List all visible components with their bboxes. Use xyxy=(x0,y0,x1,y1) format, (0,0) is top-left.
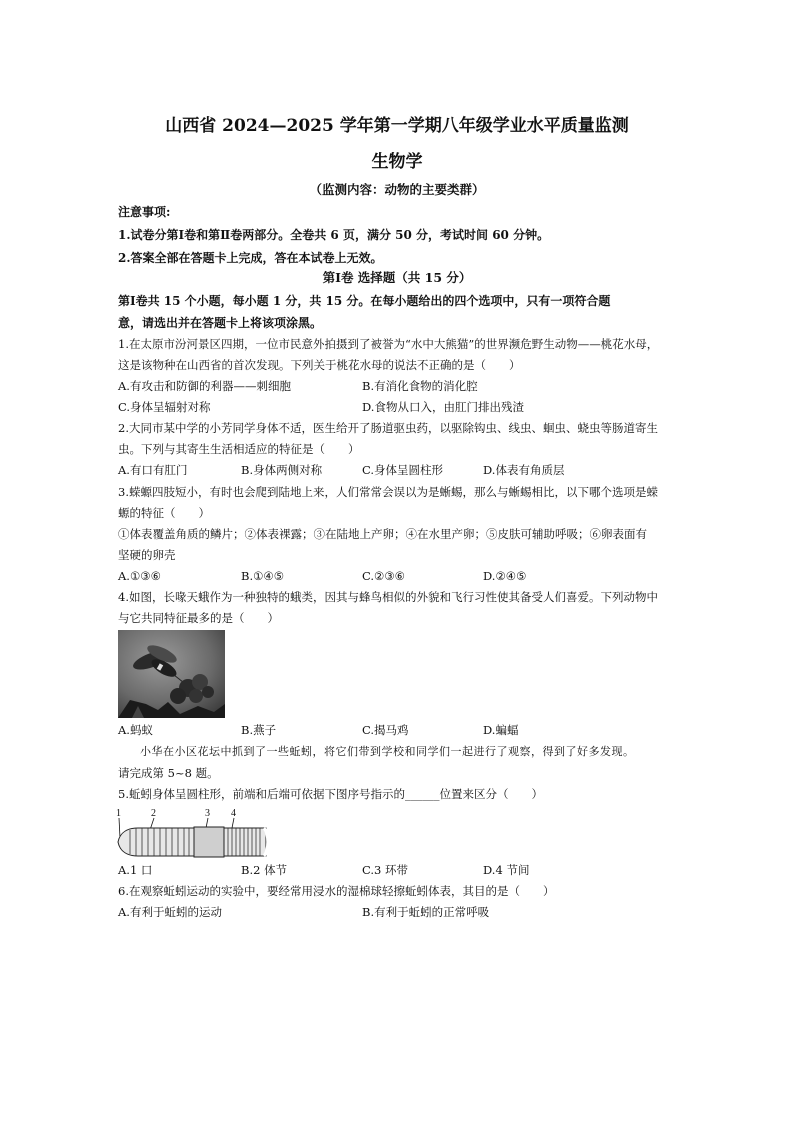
q3-option-c: C.②③⑥ xyxy=(362,569,405,583)
q3-stem-line1: 3.蝾螈四肢短小，有时也会爬到陆地上来，人们常常会误以为是蜥蜴，那么与蜥蜴相比，以下哪个选项是蝾 xyxy=(118,485,658,499)
notice-item-2: 2.答案全部在答题卡上完成，答在本试卷上无效。 xyxy=(118,251,383,265)
q1-option-b: B.有消化食物的消化腔 xyxy=(362,379,478,393)
q2-option-b: B.身体两侧对称 xyxy=(241,463,323,477)
exam-subject: 生物学 xyxy=(371,152,423,172)
diagram-label-4: 4 xyxy=(231,808,236,819)
q3-stem-line2: 螈的特征（ ） xyxy=(118,506,210,520)
q5-option-c: C.3 环带 xyxy=(362,863,409,877)
q1-stem-line1: 1.在太原市汾河景区四期，一位市民意外拍摄到了被誉为“水中大熊猫”的世界濒危野生动物——桃花水母， xyxy=(118,337,659,351)
q3-option-b: B.①④⑤ xyxy=(241,569,285,583)
q2-stem-line1: 2.大同市某中学的小芳同学身体不适，医生给开了肠道驱虫药，以驱除钩虫、线虫、蛔虫、蛲虫等肠道寄生 xyxy=(118,421,658,435)
q4-option-a: A.蚂蚁 xyxy=(118,723,153,737)
q6-option-a: A.有利于蚯蚓的运动 xyxy=(118,905,222,919)
q4-option-c: C.揭马鸡 xyxy=(362,723,409,737)
exam-scope: （监测内容：动物的主要类群） xyxy=(309,182,485,197)
section-instruction-line1: 第Ⅰ卷共 15 个小题，每小题 1 分，共 15 分。在每小题给出的四个选项中，只有一项符合题 xyxy=(118,294,611,308)
q2-option-d: D.体表有角质层 xyxy=(483,463,565,477)
q4-stem-line1: 4.如图，长喙天蛾作为一种独特的蛾类，因其与蜂鸟相似的外貌和飞行习性使其备受人们喜爱。下列动物中 xyxy=(118,590,658,604)
notice-heading: 注意事项: xyxy=(118,205,171,219)
q3-option-d: D.②④⑤ xyxy=(483,569,527,583)
q5-option-a: A.1 口 xyxy=(118,863,153,877)
q1-option-c: C.身体呈辐射对称 xyxy=(118,400,211,414)
hawk-moth-photo xyxy=(118,630,225,718)
q1-option-a: A.有攻击和防御的利器——刺细胞 xyxy=(118,379,291,393)
earthworm-diagram xyxy=(114,806,272,858)
diagram-label-3: 3 xyxy=(205,808,210,819)
q3-stem-line3: ①体表覆盖角质的鳞片；②体表裸露；③在陆地上产卵；④在水里产卵；⑤皮肤可辅助呼吸；⑥卵表面有 xyxy=(118,527,647,541)
diagram-label-1: 1 xyxy=(116,808,121,819)
section-instruction-line2: 意，请选出并在答题卡上将该项涂黑。 xyxy=(118,316,323,330)
q5-option-b: B.2 体节 xyxy=(241,863,288,877)
q2-option-c: C.身体呈圆柱形 xyxy=(362,463,444,477)
diagram-label-2: 2 xyxy=(151,808,156,819)
q5-stem-line1: 5.蚯蚓身体呈圆柱形，前端和后端可依据下图序号指示的______位置来区分（ ） xyxy=(118,787,543,801)
section-heading: 第Ⅰ卷 选择题（共 15 分） xyxy=(322,270,472,285)
q4-option-d: D.蝙蝠 xyxy=(483,723,519,737)
q4-stem-line2: 与它共同特征最多的是（ ） xyxy=(118,611,279,625)
passage-line2: 请完成第 5~8 题。 xyxy=(118,766,219,780)
q1-option-d: D.食物从口入，由肛门排出残渣 xyxy=(362,400,524,414)
notice-item-1: 1.试卷分第Ⅰ卷和第Ⅱ卷两部分。全卷共 6 页，满分 50 分，考试时间 60 分钟。 xyxy=(118,228,550,242)
q2-stem-line2: 虫。下列与其寄生生活相适应的特征是（ ） xyxy=(118,442,360,456)
q1-stem-line2: 这是该物种在山西省的首次发现。下列关于桃花水母的说法不正确的是（ ） xyxy=(118,358,521,372)
exam-title: 山西省 2024—2025 学年第一学期八年级学业水平质量监测 xyxy=(165,116,629,136)
q4-option-b: B.燕子 xyxy=(241,723,277,737)
q6-option-b: B.有利于蚯蚓的正常呼吸 xyxy=(362,905,490,919)
passage-line1: 小华在小区花坛中抓到了一些蚯蚓，将它们带到学校和同学们一起进行了观察，得到了好多发现。 xyxy=(140,745,635,758)
q3-option-a: A.①③⑥ xyxy=(118,569,161,583)
q3-stem-line4: 坚硬的卵壳 xyxy=(118,548,176,562)
q5-option-d: D.4 节间 xyxy=(483,863,530,877)
q6-stem-line1: 6.在观察蚯蚓运动的实验中，要经常用浸水的湿棉球轻擦蚯蚓体表，其目的是（ ） xyxy=(118,884,555,898)
q2-option-a: A.有口有肛门 xyxy=(118,463,188,477)
